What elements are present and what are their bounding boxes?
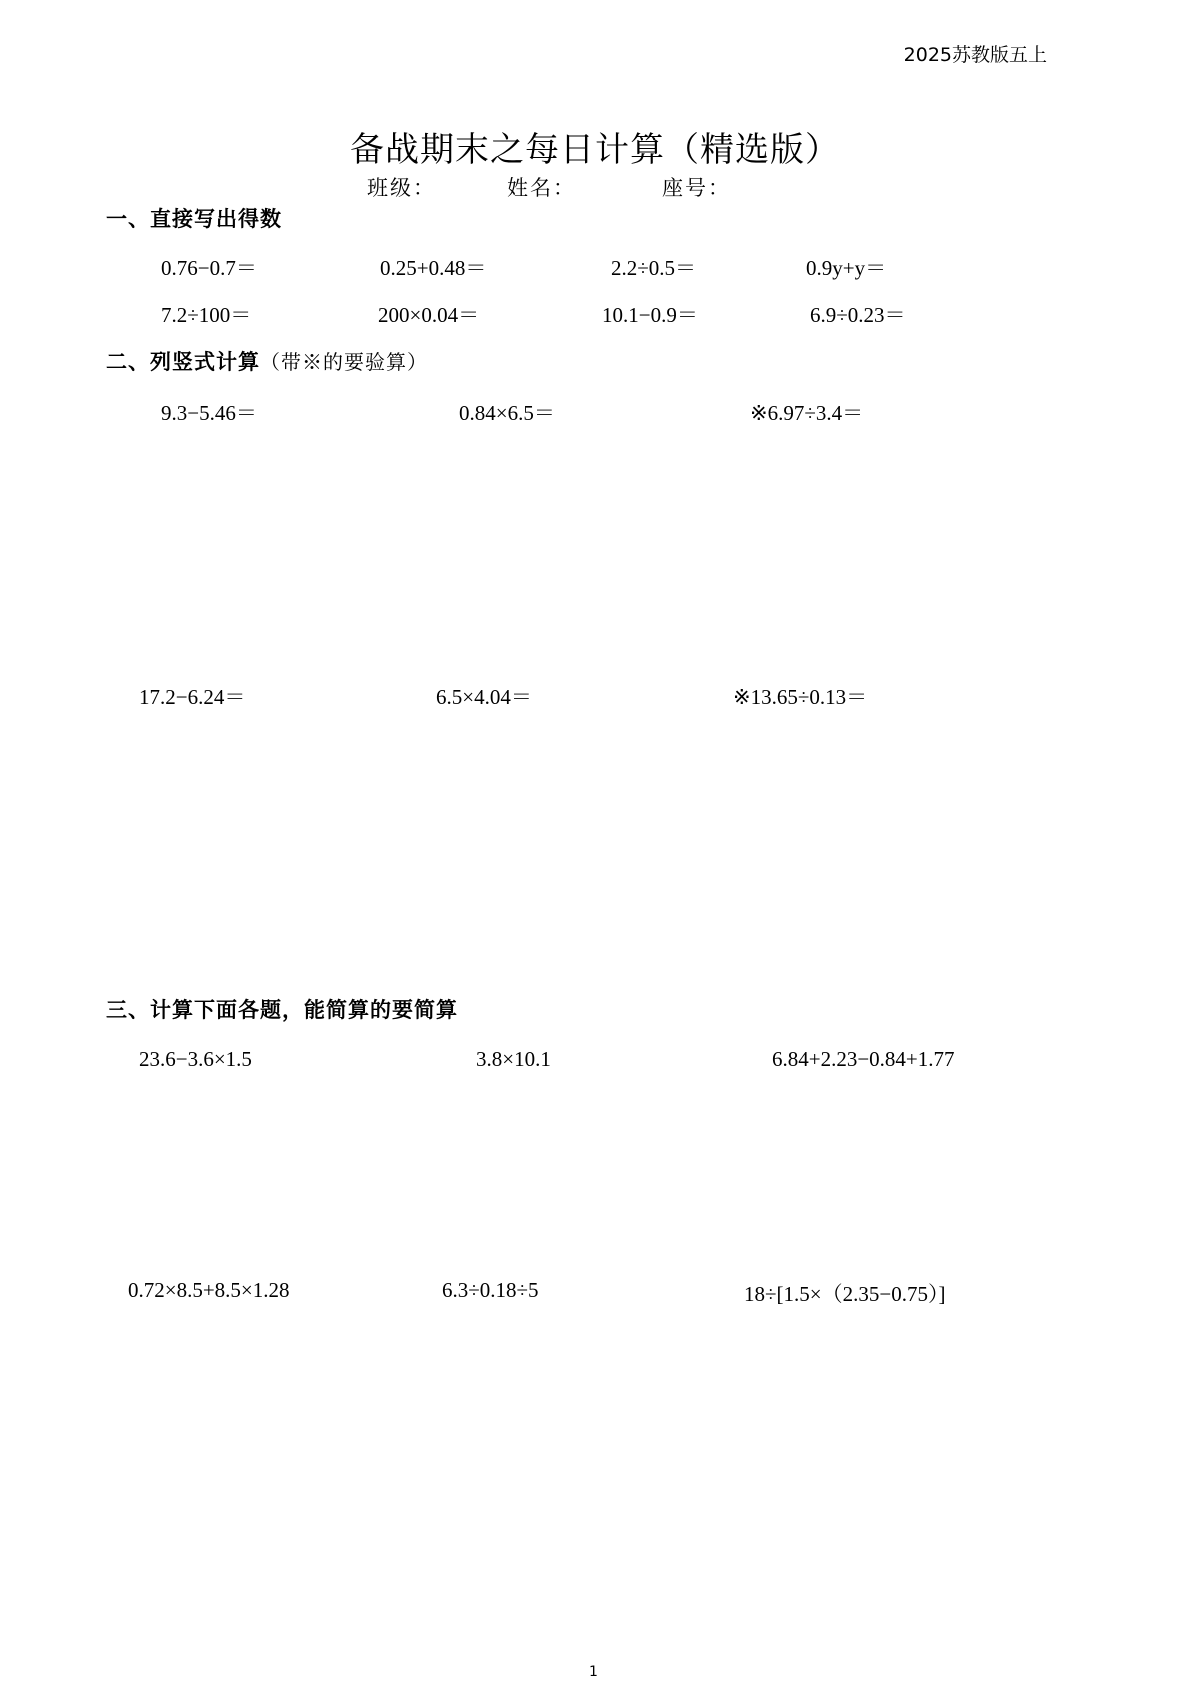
problem-3-3: 6.84+2.23−0.84+1.77 bbox=[772, 1047, 955, 1071]
problem-1-7: 10.1−0.9＝ bbox=[602, 303, 698, 327]
problem-3-4: 0.72×8.5+8.5×1.28 bbox=[128, 1278, 290, 1302]
section-1-heading: 一、直接写出得数 bbox=[106, 207, 282, 231]
section-2-note: （带※的要验算） bbox=[260, 350, 428, 374]
section-2-heading bbox=[106, 346, 428, 376]
problem-1-8: 6.9÷0.23＝ bbox=[810, 303, 906, 327]
seat-label: 座号： bbox=[662, 176, 731, 200]
class-label: 班级： bbox=[367, 176, 436, 200]
problem-3-1: 23.6−3.6×1.5 bbox=[139, 1047, 252, 1071]
problem-1-6: 200×0.04＝ bbox=[378, 303, 480, 327]
problem-3-5: 6.3÷0.18÷5 bbox=[442, 1278, 539, 1302]
problem-3-6: 18÷[1.5×（2.35−0.75）] bbox=[744, 1282, 946, 1306]
problem-2-2: 0.84×6.5＝ bbox=[459, 401, 555, 425]
problem-2-6: ※13.65÷0.13＝ bbox=[733, 685, 868, 709]
problem-2-4: 17.2−6.24＝ bbox=[139, 685, 246, 709]
problem-1-5: 7.2÷100＝ bbox=[161, 303, 252, 327]
problem-2-5: 6.5×4.04＝ bbox=[436, 685, 532, 709]
problem-1-1: 0.76−0.7＝ bbox=[161, 256, 257, 280]
problem-1-3: 2.2÷0.5＝ bbox=[611, 256, 697, 280]
page-number: 1 bbox=[589, 1664, 598, 1680]
name-label: 姓名： bbox=[507, 176, 576, 200]
header-tag: 2025苏教版五上 bbox=[903, 44, 1047, 66]
section-2-title: 二、列竖式计算 bbox=[106, 350, 260, 374]
problem-3-2: 3.8×10.1 bbox=[476, 1047, 551, 1071]
page-title: 备战期末之每日计算（精选版） bbox=[350, 130, 840, 170]
problem-2-1: 9.3−5.46＝ bbox=[161, 401, 257, 425]
section-3-heading: 三、计算下面各题，能简算的要简算 bbox=[106, 998, 458, 1022]
problem-1-2: 0.25+0.48＝ bbox=[380, 256, 487, 280]
problem-1-4: 0.9y+y＝ bbox=[806, 256, 887, 280]
problem-2-3: ※6.97÷3.4＝ bbox=[750, 401, 864, 425]
